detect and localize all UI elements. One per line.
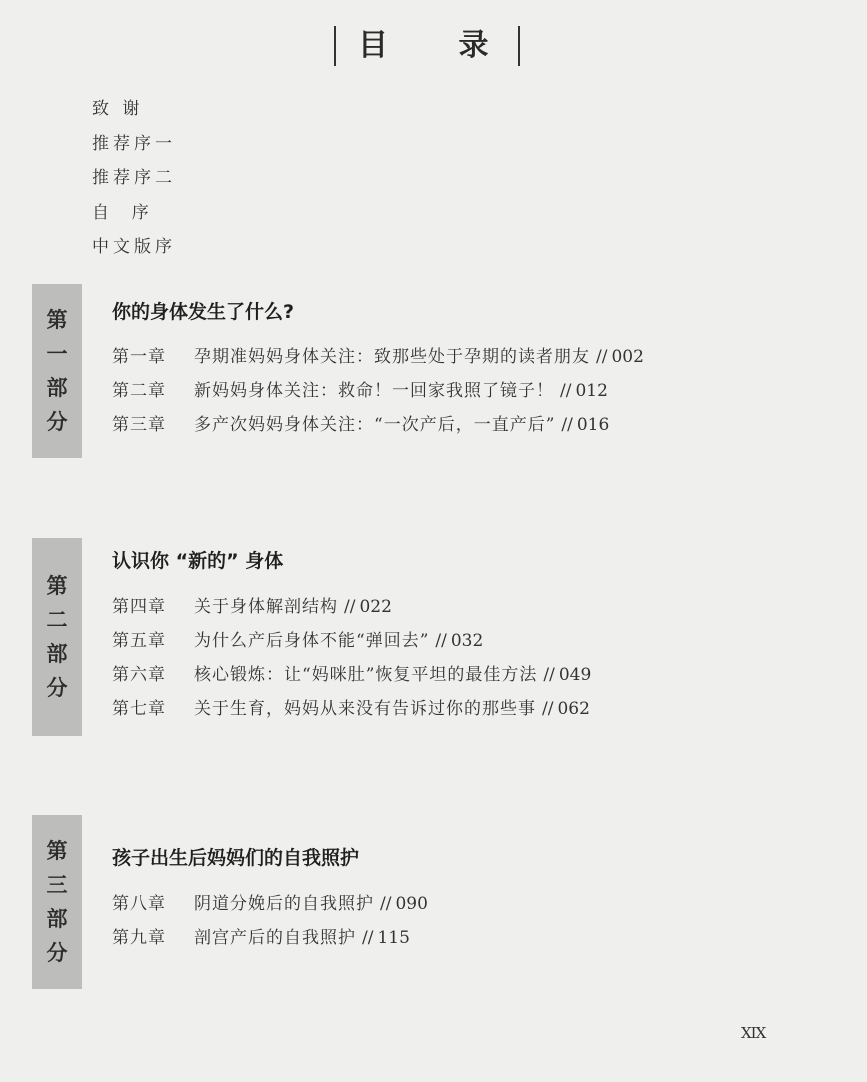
part-tab-char: 三	[46, 872, 68, 897]
front-matter-item: 中文版序	[92, 237, 176, 257]
front-matter-item: 自 序	[92, 202, 153, 223]
page-separator: //	[380, 894, 392, 914]
chapter-list	[112, 340, 644, 442]
front-matter-list	[92, 92, 176, 265]
chapter-title: 阴道分娩后的自我照护	[194, 894, 374, 914]
chapter-page: 049	[558, 665, 592, 685]
chapter-title: 孕期准妈妈身体关注：致那些处于孕期的读者朋友	[194, 347, 590, 367]
page-number: XIX	[741, 1024, 766, 1042]
chapter-number: 第七章	[112, 699, 166, 719]
chapter-number: 第一章	[112, 347, 166, 367]
chapter-page: 012	[575, 381, 608, 401]
front-matter-item: 推荐序二	[92, 168, 176, 188]
part-title: 认识你 “新的” 身体	[112, 550, 284, 572]
chapter-title: 新妈妈身体关注：救命！一回家我照了镜子！	[194, 381, 554, 401]
part-title: 孩子出生后妈妈们的自我照护	[112, 847, 360, 869]
part-tab-char: 分	[46, 409, 68, 434]
part-tab-char: 部	[46, 641, 68, 666]
chapter-entry[interactable]	[112, 624, 591, 658]
chapter-list	[112, 887, 428, 955]
front-matter-item: 推荐序一	[92, 133, 176, 154]
part-title: 你的身体发生了什么?	[112, 301, 295, 323]
page-separator: //	[362, 928, 374, 948]
chapter-entry[interactable]	[112, 658, 591, 692]
part-tab-2	[32, 538, 82, 736]
chapter-entry[interactable]	[112, 887, 428, 921]
chapter-number: 第六章	[112, 665, 166, 685]
chapter-number: 第九章	[112, 928, 166, 948]
chapter-entry[interactable]	[112, 340, 644, 374]
chapter-list	[112, 590, 591, 726]
chapter-title: 多产次妈妈身体关注：“一次产后，一直产后”	[194, 415, 556, 435]
chapter-page: 032	[450, 631, 484, 651]
chapter-title: 关于身体解剖结构	[194, 597, 338, 617]
chapter-page: 002	[611, 347, 644, 367]
page-separator: //	[435, 631, 447, 651]
chapter-title: 为什么产后身体不能“弹回去”	[194, 631, 430, 651]
chapter-entry[interactable]	[112, 374, 644, 408]
part-tab-char: 分	[46, 940, 68, 965]
part-tab-char: 部	[46, 906, 68, 931]
part-tab-char: 一	[46, 341, 68, 366]
chapter-number: 第四章	[112, 597, 166, 617]
part-tab-1	[32, 284, 82, 458]
chapter-entry[interactable]	[112, 921, 428, 955]
page-separator: //	[543, 665, 555, 685]
part-tab-char: 第	[46, 307, 68, 332]
chapter-number: 第八章	[112, 894, 166, 914]
chapter-entry[interactable]	[112, 590, 591, 624]
chapter-number: 第五章	[112, 631, 166, 651]
chapter-page: 115	[377, 928, 410, 948]
part-tab-char: 部	[46, 375, 68, 400]
page-title: 目 录	[334, 26, 520, 66]
part-tab-char: 第	[46, 573, 68, 598]
chapter-page: 090	[395, 894, 428, 914]
chapter-title: 关于生育，妈妈从来没有告诉过你的那些事	[194, 699, 536, 719]
part-tab-char: 第	[46, 838, 68, 863]
page-separator: //	[596, 347, 608, 367]
chapter-page: 062	[557, 699, 590, 719]
front-matter-item: 致 谢	[92, 99, 144, 119]
chapter-page: 022	[359, 597, 392, 617]
page-separator: //	[344, 597, 356, 617]
chapter-page: 016	[576, 415, 610, 435]
chapter-number: 第二章	[112, 381, 166, 401]
part-tab-char: 二	[46, 607, 68, 632]
part-tab-char: 分	[46, 675, 68, 700]
chapter-title: 剖宫产后的自我照护	[194, 928, 356, 948]
page-separator: //	[542, 699, 554, 719]
chapter-title: 核心锻炼：让“妈咪肚”恢复平坦的最佳方法	[194, 665, 538, 685]
page-separator: //	[560, 381, 572, 401]
chapter-entry[interactable]	[112, 692, 591, 726]
chapter-number: 第三章	[112, 415, 166, 435]
part-tab-3	[32, 815, 82, 989]
page-separator: //	[561, 415, 573, 435]
chapter-entry[interactable]	[112, 408, 644, 442]
